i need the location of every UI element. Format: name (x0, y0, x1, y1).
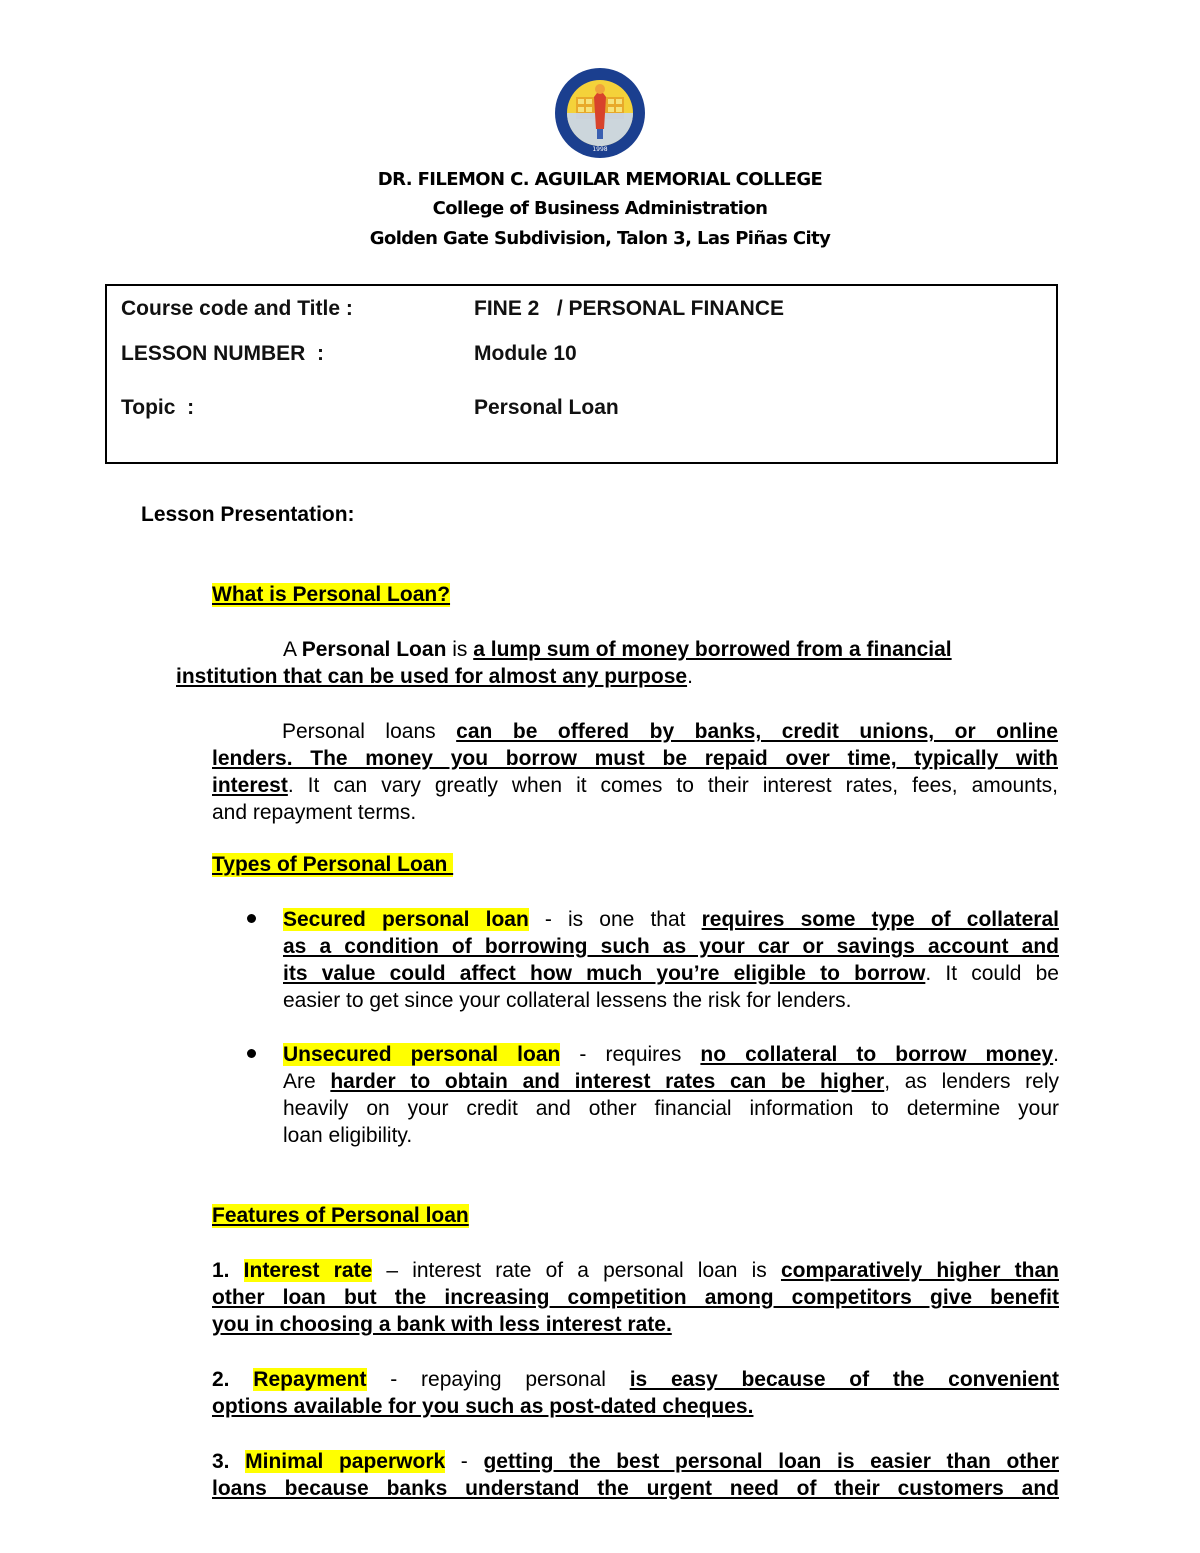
section-heading-what-is: What is Personal Loan? (212, 583, 451, 606)
course-label: Course code and Title : (121, 297, 353, 320)
address: Golden Gate Subdivision, Talon 3, Las Piñas City (369, 228, 831, 249)
definition-line-2: institution that can be used for almost any purpose. (176, 665, 693, 688)
course-value: FINE 2 / PERSONAL FINANCE (474, 297, 784, 320)
topic-label: Topic : (121, 396, 195, 419)
college-seal-icon (554, 67, 646, 159)
paragraph-offered-by: Personal loans can be offered by banks, credit unions, or online lenders. The money you borrow must be repaid over time, typically with interest. It can vary greatly when it comes to their interest rates, fees, amounts, and repayment terms. (212, 720, 1058, 824)
bullet-icon (247, 914, 256, 923)
definition-line-1: A Personal Loan is a lump sum of money borrowed from a financial (283, 638, 952, 661)
feature-minimal-paperwork: 3. Minimal paperwork - getting the best personal loan is easier than other loans because banks understand the urgent need of their customers and (212, 1450, 1059, 1500)
list-item-unsecured: Unsecured personal loan - requires no collateral to borrow money. Are harder to obtain and interest rates can be higher, as lenders rely heavily on your credit and other financial information to determine your loan eligibility. (283, 1043, 1060, 1147)
course-info-box (105, 284, 1058, 464)
bullet-icon (247, 1049, 256, 1058)
list-item-secured: Secured personal loan - is one that requires some type of collateral as a condition of borrowing such as your car or savings account and its value could affect how much you’re eligible to borrow. It could be easier to get since your collateral lessens the risk for lenders. (283, 908, 1059, 1012)
institution-name: DR. FILEMON C. AGUILAR MEMORIAL COLLEGE (377, 169, 823, 190)
college-name: College of Business Administration (432, 198, 768, 219)
feature-repayment: 2. Repayment - repaying personal is easy because of the convenient options available for you such as post-dated cheques. (212, 1368, 1059, 1418)
lesson-value: Module 10 (474, 342, 577, 365)
topic-value: Personal Loan (474, 396, 619, 419)
feature-interest-rate: 1. Interest rate – interest rate of a personal loan is comparatively higher than other loan but the increasing competition among competitors give benefit you in choosing a bank with less interest rate. (212, 1259, 1059, 1336)
section-heading-types: Types of Personal Loan (212, 853, 454, 876)
lesson-presentation-label: Lesson Presentation: (141, 503, 355, 526)
section-heading-features: Features of Personal loan (212, 1204, 469, 1227)
lesson-label: LESSON NUMBER : (121, 342, 325, 365)
logo-year: 1998 (592, 146, 608, 153)
